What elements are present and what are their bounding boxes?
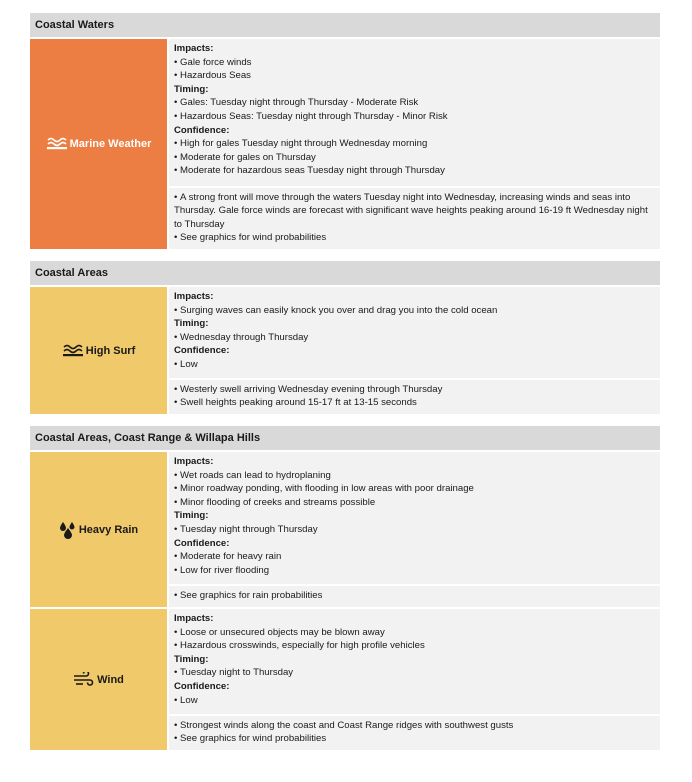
notes-block [169, 716, 660, 750]
confidence-item: • Moderate for heavy rain [174, 550, 654, 564]
notes-block [169, 188, 660, 249]
section-coast-range-willapa [30, 426, 660, 750]
waves-icon [62, 344, 84, 358]
timing-item: • Wednesday through Thursday [174, 331, 654, 345]
section-coastal-waters [30, 13, 660, 249]
hazard-details [169, 287, 660, 414]
hazard-label: Marine Weather [69, 138, 152, 150]
hazard-wind [30, 609, 660, 750]
hazard-details [169, 452, 660, 607]
timing-heading: Timing: [174, 510, 209, 522]
wind-icon [73, 672, 95, 688]
impact-item: • Hazardous Seas [174, 69, 654, 83]
hazard-label-cell [30, 452, 167, 607]
impacts-heading: Impacts: [174, 291, 214, 302]
hazard-label-cell [30, 609, 167, 750]
confidence-item: • High for gales Tuesday night through Wednesday morning [174, 137, 654, 151]
timing-item: • Tuesday night through Thursday [174, 523, 654, 537]
section-title: Coastal Areas, Coast Range & Willapa Hills [30, 426, 660, 450]
confidence-heading: Confidence: [174, 680, 230, 692]
impacts-heading: Impacts: [174, 43, 214, 54]
impact-item: • Loose or unsecured objects may be blown away [174, 626, 654, 640]
hazard-label-cell [30, 39, 167, 249]
confidence-item: • Low for river flooding [174, 564, 654, 578]
hazard-details [169, 39, 660, 249]
timing-heading: Timing: [174, 83, 209, 95]
timing-heading: Timing: [174, 318, 209, 330]
impacts-block [169, 287, 660, 378]
hazard-heavy-rain [30, 452, 660, 607]
section-title: Coastal Waters [30, 13, 660, 37]
impact-item: • Minor roadway ponding, with flooding in low areas with poor drainage [174, 482, 654, 496]
timing-item: • Hazardous Seas: Tuesday night through Thursday - Minor Risk [174, 110, 654, 124]
confidence-item: • Moderate for gales on Thursday [174, 151, 654, 165]
section-coastal-areas [30, 261, 660, 414]
note-item: • Westerly swell arriving Wednesday evening through Thursday [174, 383, 654, 397]
impact-item: • Minor flooding of creeks and streams possible [174, 496, 654, 510]
hazard-label: High Surf [85, 344, 136, 357]
notes-block [169, 380, 660, 414]
waves-icon [46, 137, 68, 151]
impacts-block [169, 452, 660, 584]
impact-item: • Hazardous crosswinds, especially for high profile vehicles [174, 639, 654, 653]
note-item: • See graphics for wind probabilities [174, 732, 654, 746]
confidence-heading: Confidence: [174, 345, 230, 357]
impacts-heading: Impacts: [174, 456, 214, 467]
impacts-heading: Impacts: [174, 613, 214, 624]
confidence-heading: Confidence: [174, 537, 230, 549]
impact-item: • Surging waves can easily knock you over and drag you into the cold ocean [174, 304, 654, 318]
impact-item: • Gale force winds [174, 56, 654, 70]
confidence-item: • Low [174, 694, 654, 708]
note-item: • See graphics for rain probabilities [174, 589, 654, 603]
hazard-label: Heavy Rain [78, 523, 139, 536]
note-item: • Swell heights peaking around 15-17 ft at 13-15 seconds [174, 396, 654, 410]
hazard-high-surf [30, 287, 660, 414]
confidence-item: • Moderate for hazardous seas Tuesday night through Thursday [174, 164, 654, 178]
raindrops-icon [59, 521, 77, 539]
note-item: • A strong front will move through the waters Tuesday night into Wednesday, increasing winds and seas into Thursday. Gale force winds are forecast with significant wave heights peaking around 16-19 ft Wednesday night to Thursday [174, 191, 654, 232]
impact-item: • Wet roads can lead to hydroplaning [174, 469, 654, 483]
confidence-heading: Confidence: [174, 124, 230, 136]
note-item: • See graphics for wind probabilities [174, 231, 654, 245]
confidence-item: • Low [174, 358, 654, 372]
impacts-block [169, 609, 660, 714]
timing-item: • Tuesday night to Thursday [174, 666, 654, 680]
timing-item: • Gales: Tuesday night through Thursday - Moderate Risk [174, 96, 654, 110]
timing-heading: Timing: [174, 653, 209, 665]
hazard-outlook [30, 13, 660, 762]
notes-block [169, 586, 660, 607]
hazard-label: Wind [97, 673, 124, 686]
section-title: Coastal Areas [30, 261, 660, 285]
hazard-details [169, 609, 660, 750]
note-item: • Strongest winds along the coast and Coast Range ridges with southwest gusts [174, 719, 654, 733]
hazard-label-cell [30, 287, 167, 414]
hazard-marine-weather [30, 39, 660, 249]
impacts-block [169, 39, 660, 186]
